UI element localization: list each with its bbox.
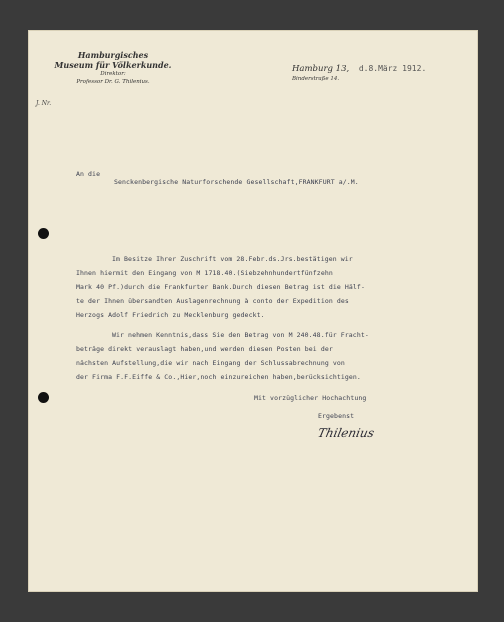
recipient: Senckenbergische Naturforschende Gesellschaft,FRANKFURT a/.M. xyxy=(114,178,359,186)
body-line: der Firma F.F.Eiffe & Co.,Hier,noch einzureichen haben,berücksichtigen. xyxy=(76,373,361,381)
place-street: Binderstraße 14. xyxy=(292,76,340,82)
body-line: Mark 40 Pf.)durch die Frankfurter Bank.Durch diesen Betrag ist die Hälf- xyxy=(76,283,365,291)
body-line: Im Besitze Ihrer Zuschrift vom 28.Febr.ds.Jrs.bestätigen wir xyxy=(112,255,353,263)
body-line: Ihnen hiermit den Eingang von M 1718.40.(Siebzehnhundertfünfzehn xyxy=(76,269,333,277)
letter-date: d.8.März 1912. xyxy=(358,64,427,73)
body-line: te der Ihnen übersandten Auslagenrechnung à conto der Expedition des xyxy=(76,297,349,305)
closing-greeting: Mit vorzüglicher Hochachtung xyxy=(254,394,367,402)
body-line: Herzogs Adolf Friedrich zu Mecklenburg gedeckt. xyxy=(76,311,265,319)
letterhead-director-label: Direktor: xyxy=(100,71,126,77)
place-and-date xyxy=(292,56,426,82)
body-line: nächsten Aufstellung,die wir nach Eingang der Schlussabrechnung von xyxy=(76,359,345,367)
salutation: An die xyxy=(76,170,101,178)
letterhead-director-name: Professor Dr. G. Thilenius. xyxy=(76,79,150,85)
place-city: Hamburg 13, xyxy=(292,64,350,74)
letterhead xyxy=(48,50,178,86)
punch-hole-top xyxy=(38,228,49,239)
letterhead-ref: J. Nr. xyxy=(36,100,52,107)
letter-page xyxy=(28,30,478,592)
letterhead-name-line2: Museum für Völkerkunde. xyxy=(54,60,172,70)
closing-ergebenst: Ergebenst xyxy=(318,412,355,420)
signature: Thilenius xyxy=(316,426,376,440)
letterhead-name-line1: Hamburgisches xyxy=(77,50,149,60)
body-line: beträge direkt verauslagt haben,und werden diesen Posten bei der xyxy=(76,345,333,353)
body-line: Wir nehmen Kenntnis,dass Sie den Betrag von M 240.48.für Fracht- xyxy=(112,331,369,339)
punch-hole-bottom xyxy=(38,392,49,403)
